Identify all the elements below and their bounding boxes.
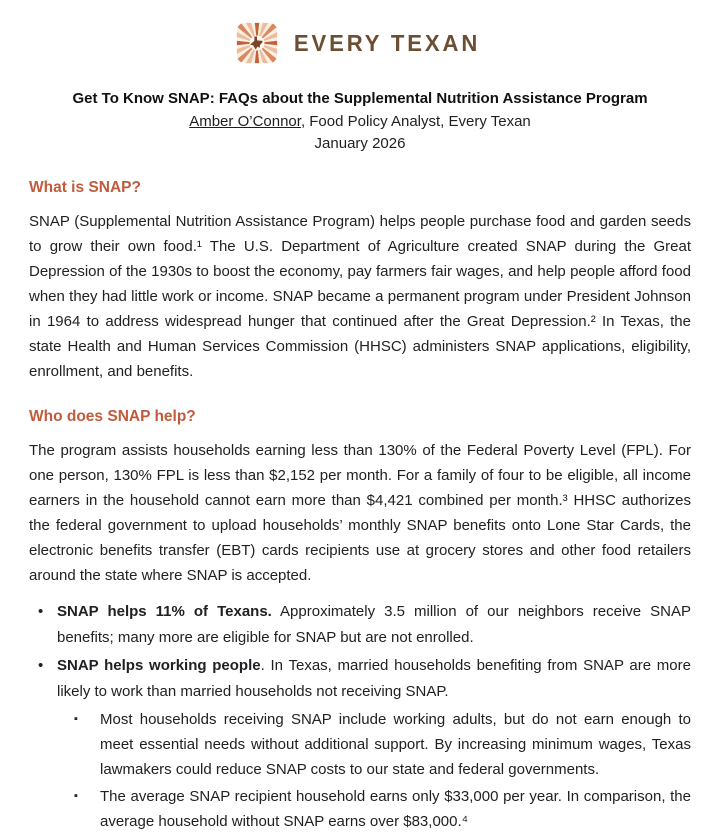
brand-name: EVERY TEXAN <box>293 29 481 56</box>
doc-date: January 2026 <box>314 135 406 152</box>
section-heading-what-is-snap: What is SNAP? <box>29 179 141 196</box>
byline-rest: , Food Policy Analyst, Every Texan <box>300 113 531 130</box>
list-item: ▪ Most households receiving SNAP include working adults, but do not earn enough to meet essential needs without additional support. By increasing minimum wages, Texas lawmakers could reduce SNAP costs to our state and federal governments. <box>57 707 691 782</box>
title-block <box>29 88 691 155</box>
list-item: ▪ The average SNAP recipient household earns only $33,000 per year. In comparison, the average household without SNAP earns over $83,000.⁴ <box>57 784 691 834</box>
bullet-bold-text: SNAP helps 11% of Texans. <box>57 603 272 620</box>
list-item <box>29 653 691 834</box>
logo <box>29 20 691 66</box>
bullet-text: Approximately 3.5 million of our neighbors receive SNAP benefits; many more are eligible for SNAP but are not enrolled. <box>57 603 691 646</box>
list-item <box>29 599 691 651</box>
page-title: Get To Know SNAP: FAQs about the Supplemental Nutrition Assistance Program <box>72 90 648 107</box>
sub-bullet-list <box>57 707 691 834</box>
paragraph-what-is-snap: SNAP (Supplemental Nutrition Assistance Program) helps people purchase food and garden seeds to grow their own food.¹ The U.S. Department of Agriculture created SNAP during the Great Depression of the 1930s to boost the economy, pay farmers fair wages, and help people afford food when they had little work or income. SNAP became a permanent program under President Johnson in 1964 to address widespread hunger that continued after the Great Depression.² In Texas, the state Health and Human Services Commission (HHSC) administers SNAP applications, eligibility, enrollment, and benefits. <box>29 213 691 380</box>
section-heading-who-does-snap-help: Who does SNAP help? <box>29 408 196 425</box>
author-link[interactable]: Amber O’Connor <box>189 113 301 130</box>
bullet-list <box>29 599 691 834</box>
bullet-bold-text: SNAP helps working people <box>57 657 261 674</box>
bullet-text: . In Texas, married households benefiting from SNAP are more likely to work than married households not receiving SNAP. <box>57 657 691 700</box>
byline <box>29 111 691 133</box>
paragraph-who-does-snap-help: The program assists households earning less than 130% of the Federal Poverty Level (FPL). For one person, 130% FPL is less than $2,152 per month. For a family of four to be eligible, all income earners in the household cannot earn more than $4,421 combined per month.³ HHSC authorizes the federal government to upload households’ monthly SNAP benefits onto Lone Star Cards, the electronic benefits transfer (EBT) cards recipients use at grocery stores and other food retailers around the state where SNAP is accepted. <box>29 442 691 584</box>
every-texan-sunburst-icon <box>236 22 278 64</box>
